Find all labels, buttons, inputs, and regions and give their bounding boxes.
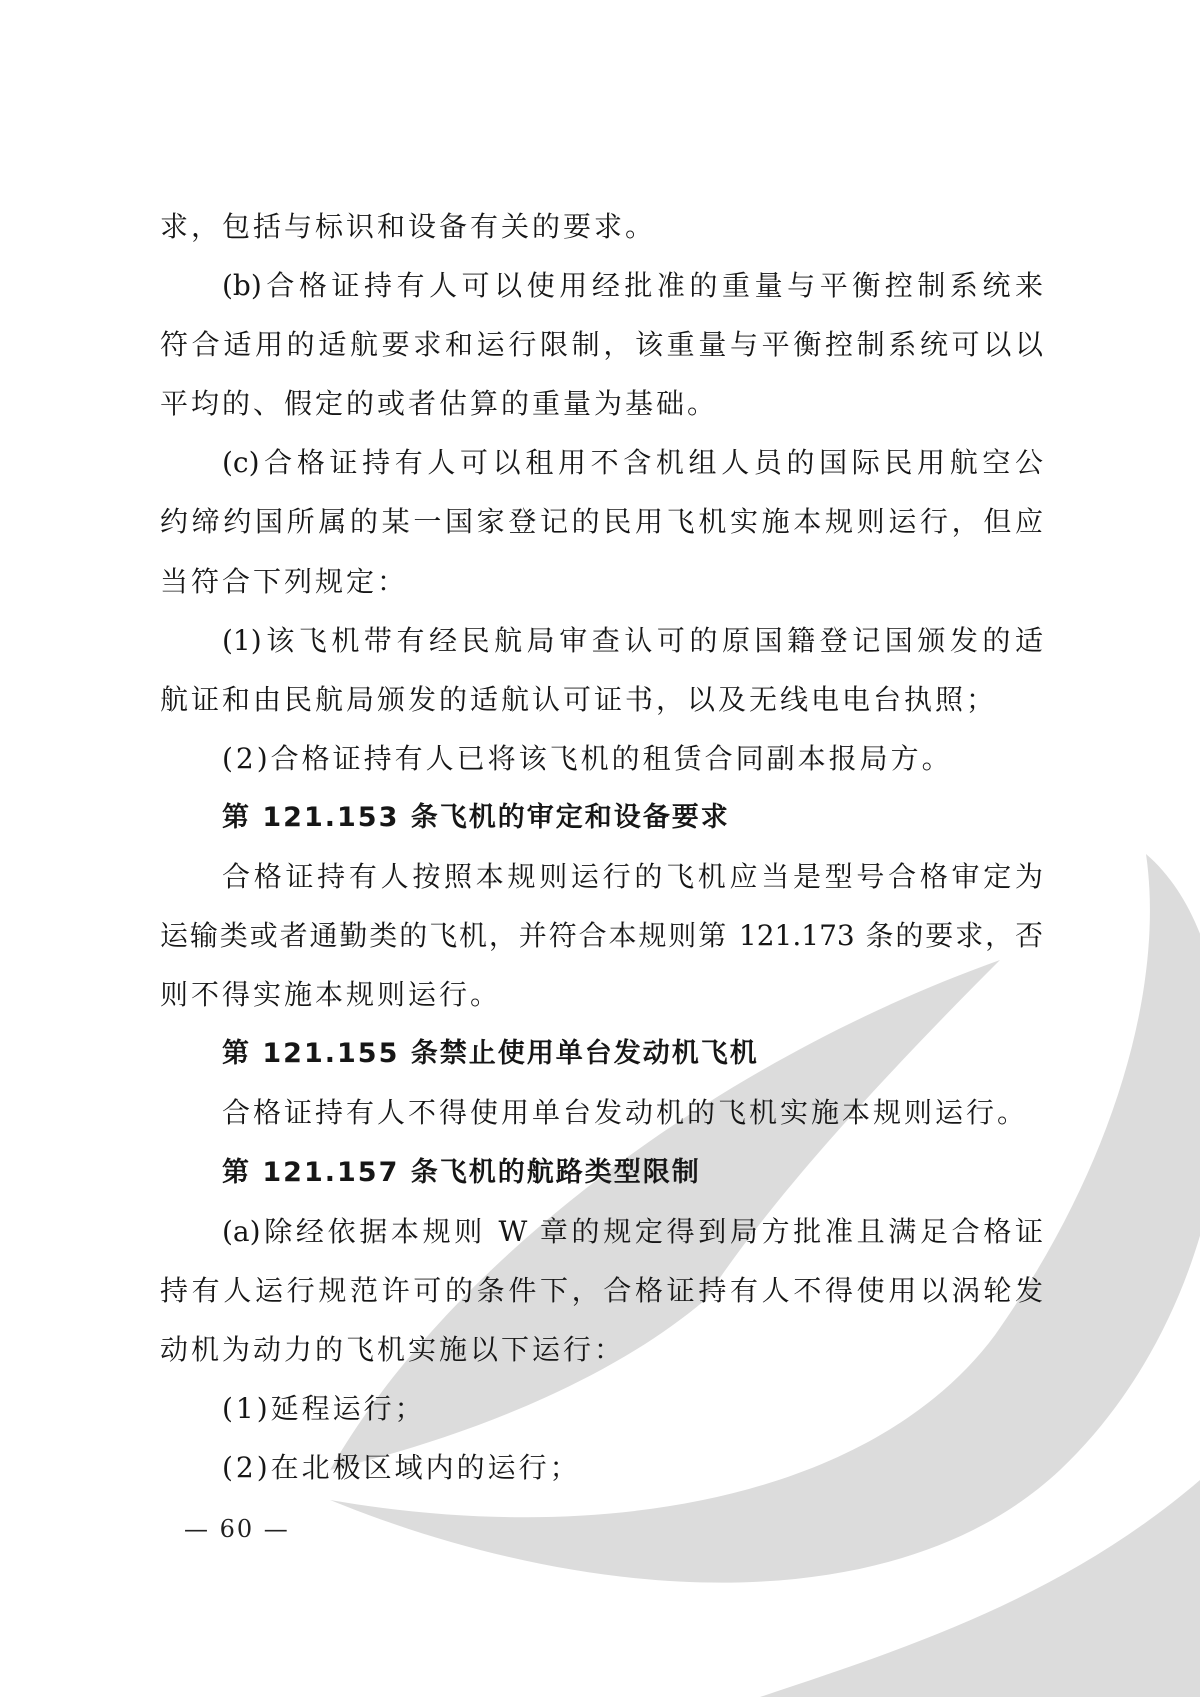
body-line: 合格证持有人不得使用单台发动机的飞机实施本规则运行。 (222, 1096, 1029, 1130)
body-line: (1)延程运行； (222, 1391, 426, 1425)
paragraph (160, 1379, 1043, 1438)
body-line: 持有人运行规范许可的条件下，合格证持有人不得使用以涡轮发 (160, 1273, 1043, 1307)
body-line: 则不得实施本规则运行。 (160, 978, 502, 1012)
body-line: 符合适用的适航要求和运行限制，该重量与平衡控制系统可以以 (160, 328, 1043, 362)
article-heading-121-153: 第 121.153 条飞机的审定和设备要求 (222, 801, 730, 833)
body-line: 约缔约国所属的某一国家登记的民用飞机实施本规则运行，但应 (160, 505, 1043, 539)
body-line: 动机为动力的飞机实施以下运行： (160, 1332, 626, 1366)
body-line: (2)在北极区域内的运行； (222, 1450, 581, 1484)
body-line: (a)除经依据本规则 W 章的规定得到局方批准且满足合格证 (222, 1214, 1043, 1248)
paragraph (160, 1202, 1043, 1379)
body-line: (c)合格证持有人可以租用不含机组人员的国际民用航空公 (222, 446, 1043, 480)
article-heading-121-157: 第 121.157 条飞机的航路类型限制 (222, 1156, 701, 1188)
page-number: — 60 — (184, 1515, 290, 1543)
body-line: (1)该飞机带有经民航局审查认可的原国籍登记国颁发的适 (222, 623, 1043, 657)
body-line: 航证和由民航局颁发的适航认可证书，以及无线电电台执照； (160, 682, 998, 716)
paragraph (160, 1438, 1043, 1497)
body-line: 当符合下列规定： (160, 564, 409, 598)
paragraph (160, 611, 1043, 729)
body-line: (b)合格证持有人可以使用经批准的重量与平衡控制系统来 (222, 269, 1043, 303)
article-heading-121-155: 第 121.155 条禁止使用单台发动机飞机 (222, 1038, 759, 1070)
paragraph (160, 433, 1043, 610)
body-line: 合格证持有人按照本规则运行的飞机应当是型号合格审定为 (222, 860, 1043, 894)
paragraph (160, 729, 1043, 788)
paragraph (160, 197, 1043, 256)
body-line: 平均的、假定的或者估算的重量为基础。 (160, 387, 719, 421)
body-text (160, 197, 1043, 1497)
body-line: 求，包括与标识和设备有关的要求。 (160, 210, 657, 243)
paragraph (160, 847, 1043, 1024)
body-line: 运输类或者通勤类的飞机，并符合本规则第 121.173 条的要求，否 (160, 919, 1043, 953)
paragraph (160, 1083, 1043, 1142)
body-line: (2)合格证持有人已将该飞机的租赁合同副本报局方。 (222, 741, 953, 775)
paragraph (160, 256, 1043, 433)
